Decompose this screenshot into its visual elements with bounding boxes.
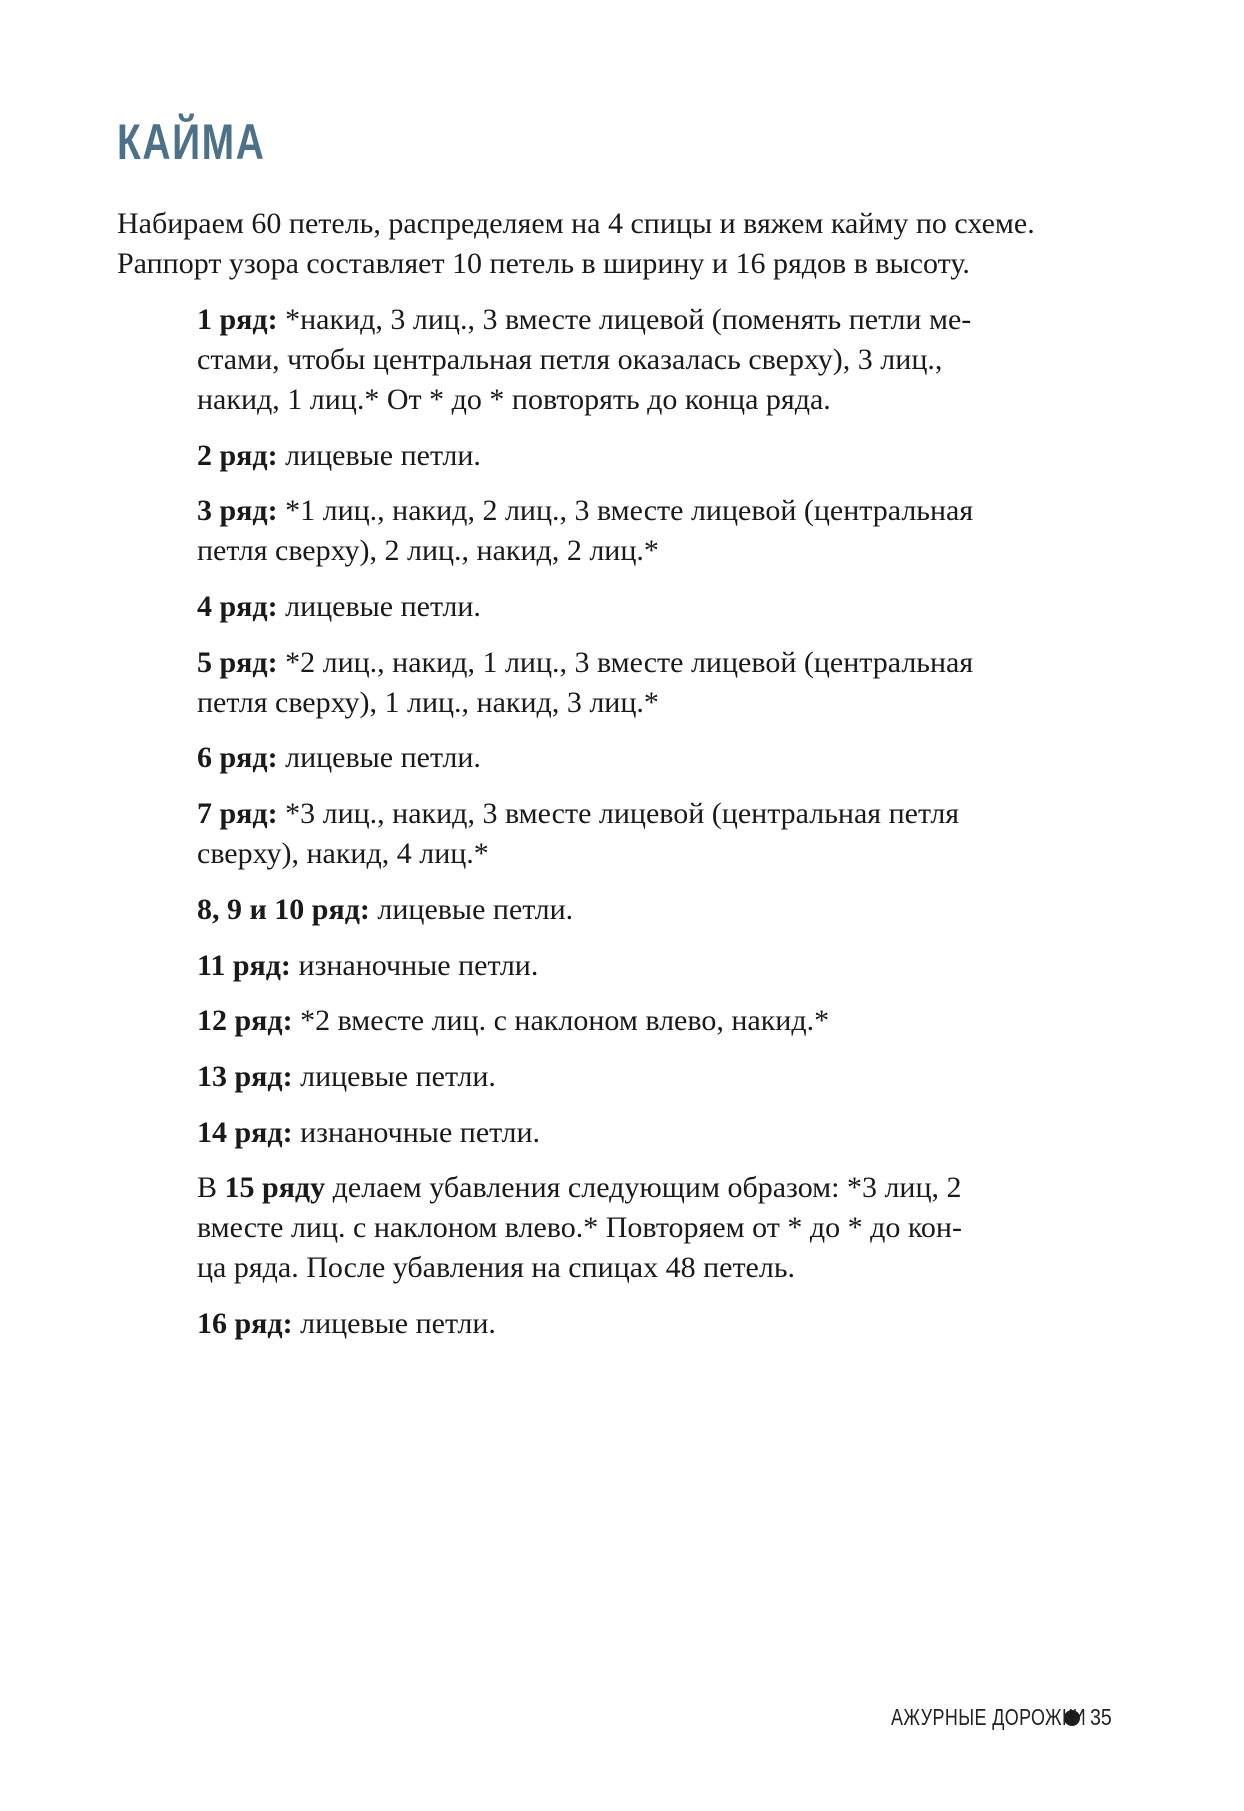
row-text: сверху), накид, 4 лиц.* <box>197 837 489 871</box>
intro-line: Раппорт узора составляет 10 петель в ширину и 16 рядов в высоту. <box>117 247 970 280</box>
row-label: 15 ряду <box>224 1171 326 1205</box>
row-label: 5 ряд: <box>197 645 278 679</box>
row-label: 11 ряд: <box>197 948 291 982</box>
row-text: лицевые петли. <box>277 438 481 472</box>
row-13-instruction <box>197 1057 1057 1097</box>
row-text: *1 лиц., накид, 2 лиц., 3 вместе лицевой (центральная <box>277 494 974 528</box>
row-label: 2 ряд: <box>197 438 278 472</box>
row-4-instruction <box>197 587 1057 627</box>
row-3-instruction <box>197 491 1057 571</box>
row-label: 16 ряд: <box>197 1306 293 1340</box>
row-7-instruction <box>197 794 1057 874</box>
row-text: изнаночные петли. <box>292 1115 541 1149</box>
row-11-instruction <box>197 946 1057 986</box>
row-16-instruction <box>197 1304 1057 1344</box>
row-label: 3 ряд: <box>197 494 278 528</box>
row-label: 6 ряд: <box>197 741 278 775</box>
row-text: *2 вместе лиц. с наклоном влево, накид.* <box>292 1004 830 1038</box>
row-text: лицевые петли. <box>369 892 574 926</box>
footer-section-title: АЖУРНЫЕ ДОРОЖКИ <box>891 1704 1087 1730</box>
row-label: 13 ряд: <box>197 1059 293 1093</box>
row-label: 1 ряд: <box>197 303 278 336</box>
row-text: петля сверху), 2 лиц., накид, 2 лиц.* <box>197 534 659 568</box>
row-text: *2 лиц., накид, 1 лиц., 3 вместе лицевой (центральная <box>277 645 974 679</box>
row-1-instruction <box>197 300 1057 420</box>
intro-paragraph <box>117 204 1137 284</box>
page-number: 35 <box>1090 1704 1113 1730</box>
row-8-10-instruction <box>197 890 1057 930</box>
row-text: лицевые петли. <box>277 741 481 775</box>
row-5-instruction <box>197 643 1057 723</box>
page-title: КАЙМА <box>117 114 266 170</box>
row-6-instruction <box>197 738 1057 778</box>
page-footer <box>836 1704 1116 1731</box>
row-12-instruction <box>197 1001 1057 1041</box>
row-text: *3 лиц., накид, 3 вместе лицевой (центральная петля <box>277 797 960 831</box>
row-text: изнаночные петли. <box>290 948 539 982</box>
row-2-instruction <box>197 436 1057 476</box>
row-instructions-list <box>197 300 1057 1360</box>
row-text: *накид, 3 лиц., 3 вместе лицевой (поменять петли ме- <box>277 303 972 336</box>
row-text: делаем убавления следующим образом: *3 лиц, 2 <box>325 1171 962 1205</box>
row-text: петля сверху), 1 лиц., накид, 3 лиц.* <box>197 685 659 719</box>
row-14-instruction <box>197 1113 1057 1153</box>
row-text: стами, чтобы центральная петля оказалась сверху), 3 лиц., <box>197 343 943 376</box>
row-label: 4 ряд: <box>197 590 278 624</box>
row-label: 12 ряд: <box>197 1004 293 1038</box>
row-15-instruction <box>197 1168 1057 1288</box>
row-label: 7 ряд: <box>197 797 278 831</box>
row-label: 8, 9 и 10 ряд: <box>197 892 370 926</box>
row-text: лицевые петли. <box>277 590 481 624</box>
row-text: лицевые петли. <box>292 1059 496 1093</box>
row-text: вместе лиц. с наклоном влево.* Повторяем от * до * до кон- <box>197 1211 962 1245</box>
row-text: ца ряда. После убавления на спицах 48 петель. <box>197 1251 796 1285</box>
row-label: 14 ряд: <box>197 1115 293 1149</box>
row-prefix: В <box>197 1171 225 1205</box>
row-text: лицевые петли. <box>292 1306 496 1340</box>
row-text: накид, 1 лиц.* От * до * повторять до конца ряда. <box>197 383 831 416</box>
intro-line: Набираем 60 петель, распределяем на 4 спицы и вяжем кайму по схеме. <box>117 207 1035 240</box>
